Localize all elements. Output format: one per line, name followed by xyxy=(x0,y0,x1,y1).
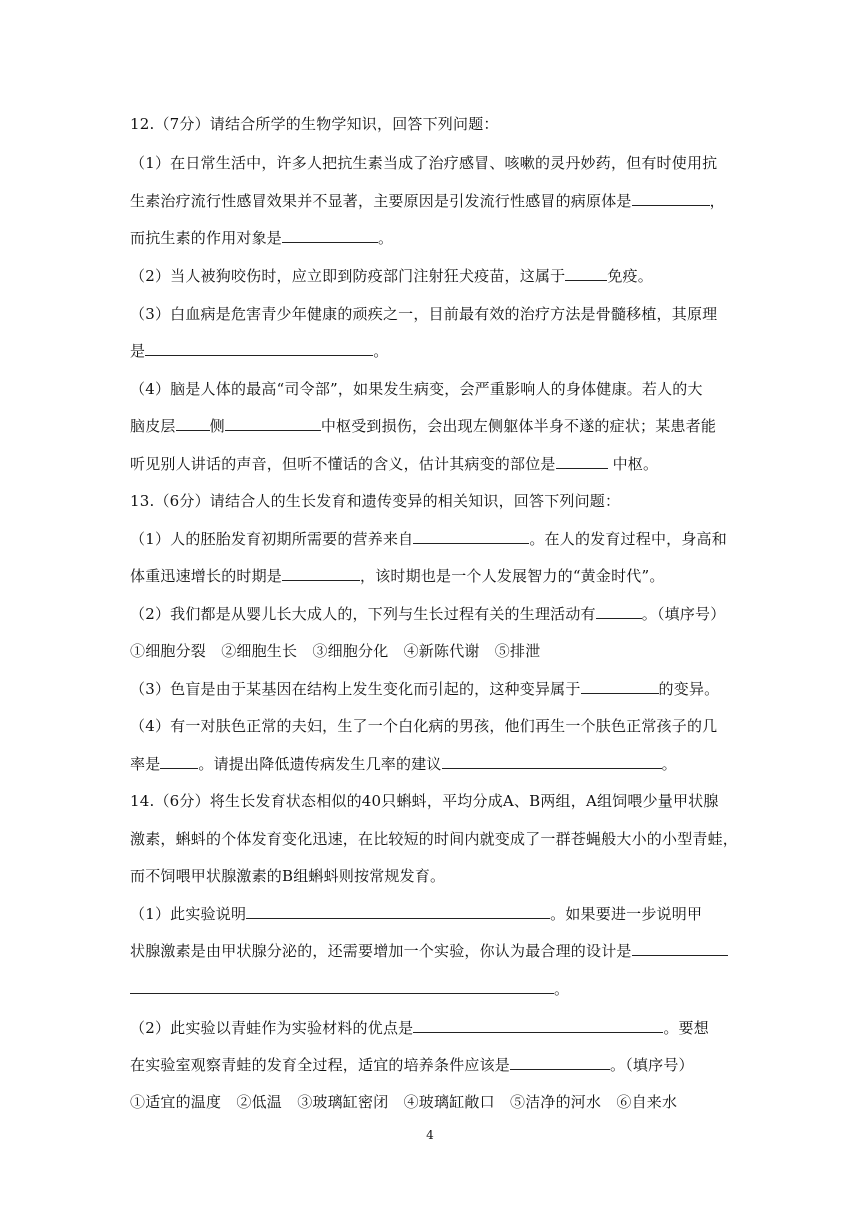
q12-p4-line1: （4）脑是人体的最高“司令部”，如果发生病变，会严重影响人的身体健康。若人的大 xyxy=(130,380,703,398)
answer-blank[interactable] xyxy=(632,191,710,206)
q14-p1-line3: 。 xyxy=(130,979,569,999)
q13-p4-line2: 率是 。请提出降低遗传病发生几率的建议 。 xyxy=(130,755,677,773)
q12-heading: 12.（7分）请结合所学的生物学知识，回答下列问题： xyxy=(130,115,499,133)
q13-p3: （3）色盲是由于某基因在结构上发生变化而引起的，这种变异属于 的变异。 xyxy=(130,680,720,698)
answer-blank[interactable] xyxy=(145,341,373,356)
q13-heading: 13.（6分）请结合人的生长发育和遗传变异的相关知识，回答下列问题： xyxy=(130,492,621,510)
q12-p1-line1: （1）在日常生活中，许多人把抗生素当成了治疗感冒、咳嗽的灵丹妙药，但有时使用抗 xyxy=(130,154,718,172)
answer-blank[interactable] xyxy=(632,941,728,956)
q14-heading: 14.（6分）将生长发育状态相似的40只蝌蚪，平均分成A、B两组，A组饲喂少量甲状腺 xyxy=(130,792,719,810)
answer-blank[interactable] xyxy=(282,566,360,581)
q13-p2-options: ①细胞分裂 ②细胞生长 ③细胞分化 ④新陈代谢 ⑤排泄 xyxy=(130,642,541,660)
q14-p1-line1: （1）此实验说明 。如果要进一步说明甲 xyxy=(130,905,703,923)
q13-p2-line1: （2）我们都是从婴儿长大成人的，下列与生长过程有关的生理活动有 。（填序号） xyxy=(130,605,726,623)
q14-p1-line2: 状腺激素是由甲状腺分泌的，还需要增加一个实验，你认为最合理的设计是 xyxy=(130,941,728,961)
q12-p3-line2: 是 。 xyxy=(130,342,389,360)
q14-p2-line2: 在实验室观察青蛙的发育全过程，适宜的培养条件应该是 。（填序号） xyxy=(130,1056,694,1074)
answer-blank[interactable] xyxy=(581,679,659,694)
answer-blank[interactable] xyxy=(176,416,210,431)
q12-p1-line2: 生素治疗流行性感冒效果并不显著，主要原因是引发流行性感冒的病原体是 ， xyxy=(130,192,725,210)
answer-blank[interactable] xyxy=(442,754,662,769)
answer-blank[interactable] xyxy=(565,266,607,281)
page-number: 4 xyxy=(426,1128,434,1142)
q14-intro-line3: 而不饲喂甲状腺激素的B组蝌蚪则按常规发育。 xyxy=(130,867,446,885)
answer-blank[interactable] xyxy=(596,604,642,619)
answer-blank[interactable] xyxy=(130,979,554,994)
answer-blank[interactable] xyxy=(413,1018,663,1033)
answer-blank[interactable] xyxy=(246,904,550,919)
q12-p3-line1: （3）白血病是危害青少年健康的顽疾之一，目前最有效的治疗方法是骨髓移植，其原理 xyxy=(130,305,718,323)
q12-p2: （2）当人被狗咬伤时，应立即到防疫部门注射狂犬疫苗，这属于 免疫。 xyxy=(130,267,653,285)
answer-blank[interactable] xyxy=(556,454,608,469)
q13-p4-line1: （4）有一对肤色正常的夫妇，生了一个白化病的男孩，他们再生一个肤色正常孩子的几 xyxy=(130,717,718,735)
q12-p1-line3: 而抗生素的作用对象是 。 xyxy=(130,229,394,247)
answer-blank[interactable] xyxy=(282,228,378,243)
answer-blank[interactable] xyxy=(160,754,198,769)
q12-p4-line2: 脑皮层 侧 中枢受到损伤，会出现左侧躯体半身不遂的症状；某患者能 xyxy=(130,417,717,435)
q14-p2-options: ①适宜的温度 ②低温 ③玻璃缸密闭 ④玻璃缸敞口 ⑤洁净的河水 ⑥自来水 xyxy=(130,1093,678,1111)
answer-blank[interactable] xyxy=(225,416,321,431)
q14-intro-line2: 激素，蝌蚪的个体发育变化迅速，在比较短的时间内就变成了一群苍蝇般大小的小型青蛙， xyxy=(130,830,739,848)
answer-blank[interactable] xyxy=(413,529,529,544)
q12-p4-line3: 听见别人讲话的声音，但听不懂话的含义，估计其病变的部位是 中枢。 xyxy=(130,455,659,473)
q13-p1-line2: 体重迅速增长的时期是 ，该时期也是一个人发展智力的“黄金时代”。 xyxy=(130,567,665,585)
answer-blank[interactable] xyxy=(510,1055,610,1070)
q13-p1-line1: （1）人的胚胎发育初期所需要的营养来自 。在人的发育过程中，身高和 xyxy=(130,530,727,548)
q14-p2-line1: （2）此实验以青蛙作为实验材料的优点是 。要想 xyxy=(130,1019,709,1037)
